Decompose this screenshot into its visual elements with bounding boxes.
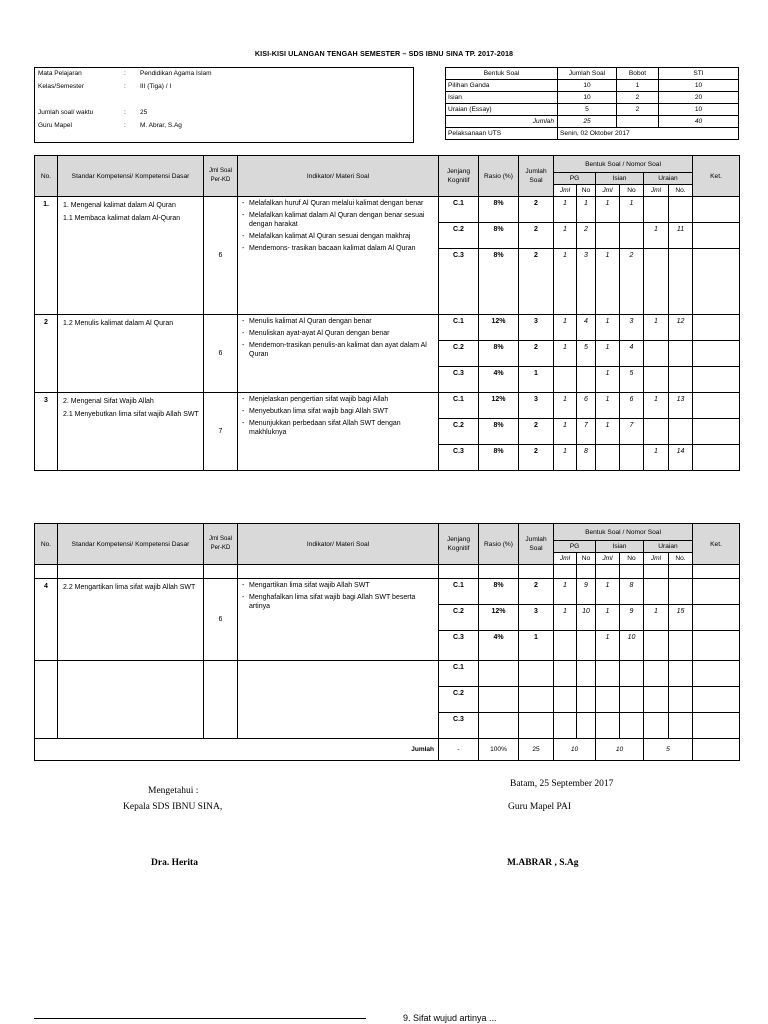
pg-jml-cell [554,713,577,739]
pg-jml-cell [554,367,577,393]
jumlah-cell: 2 [519,341,554,367]
header-uraian: Uraian [644,173,693,185]
pg-no-cell [577,687,596,713]
summary-jumlah: 10 [558,92,617,104]
jenjang-cell: C.1 [439,197,479,223]
info-value: 25 [140,109,148,116]
summary-sti: 20 [659,92,739,104]
rasio-cell: 4% [479,367,519,393]
pg-no-cell: 8 [577,445,596,471]
pg-no-cell: 3 [577,249,596,315]
uraian-no-cell [669,419,693,445]
rasio-cell: 4% [479,631,519,661]
isian-jml-cell: 1 [596,393,620,419]
isian-jml-cell: 1 [596,579,620,605]
rasio-cell: 8% [479,223,519,249]
isian-jml-cell: 1 [596,197,620,223]
uraian-no-cell [669,341,693,367]
pg-jml-cell: 1 [554,419,577,445]
header-isian-jml: Jml [596,553,620,565]
summary-table [445,67,739,140]
total-label: Jumlah [35,739,439,761]
jumlah-cell: 2 [519,579,554,605]
kd-text [58,393,204,471]
isian-no-cell [620,661,644,687]
indikator-item: - Menunjukkan perbedaan sifat Allah SWT dengan makhluknya [242,419,436,437]
header-isian-no: No [620,185,644,197]
jenjang-cell: C.1 [439,393,479,419]
isian-jml-cell: 1 [596,341,620,367]
ket-cell [693,341,740,367]
ket-cell [693,249,740,315]
uraian-jml-cell [644,367,669,393]
info-label: Kelas/Semester [38,83,84,90]
header-standar-kompetensi: Standar Kompetensi/ Kompetensi Dasar [58,156,204,197]
rasio-cell: 12% [479,315,519,341]
uraian-jml-cell [644,579,669,605]
pg-no-cell: 6 [577,393,596,419]
sig-right-name: M.ABRAR , S.Ag [507,858,579,868]
total-ket [693,739,740,761]
kd-number: 2 [35,315,58,393]
sig-left-name: Dra. Herita [151,858,198,868]
info-colon: : [124,70,126,77]
indikator-item: - Melafalkan kalimat Al Quran sesuai dengan makhraj [242,232,436,241]
summary-header: Jumlah Soal [558,68,617,80]
isian-no-cell: 9 [620,605,644,631]
uraian-jml-cell [644,419,669,445]
jenjang-cell: C.2 [439,605,479,631]
uraian-jml-cell [644,249,669,315]
jenjang-cell: C.1 [439,315,479,341]
jumlah-cell: 1 [519,631,554,661]
rasio-cell: 12% [479,605,519,631]
summary-jumlah: 5 [558,104,617,116]
footer-text: 9. Sifat wujud artinya ... [403,1013,497,1023]
rasio-cell: 8% [479,197,519,223]
uraian-no-cell [669,249,693,315]
uraian-jml-cell: 1 [644,445,669,471]
summary-bentuk: Uraian (Essay) [446,104,558,116]
header-jumlah-soal: Jumlah Soal [519,156,554,197]
kd-jml-soal: 6 [204,579,238,661]
uraian-no-cell [669,713,693,739]
isian-no-cell: 4 [620,341,644,367]
uraian-no-cell [669,631,693,661]
uraian-jml-cell: 1 [644,605,669,631]
isian-jml-cell: 1 [596,315,620,341]
indikator-item: - Menjelaskan pengertian sifat wajib bagi Allah [242,395,436,404]
isian-no-cell: 10 [620,631,644,661]
isian-jml-cell: 1 [596,419,620,445]
pg-jml-cell: 1 [554,445,577,471]
kd-line: 2.2 Mengartikan lima sifat wajib Allah SWT [63,584,196,591]
pg-jml-cell [554,687,577,713]
jumlah-cell: 2 [519,197,554,223]
isian-no-cell: 6 [620,393,644,419]
uraian-no-cell [669,687,693,713]
kd-jml-soal: 6 [204,197,238,315]
pg-jml-cell: 1 [554,223,577,249]
header-jml-soal: Jml Soal Per-KD [204,156,238,197]
ket-cell [693,367,740,393]
header-rasio: Rasio (%) [479,156,519,197]
isian-no-cell: 5 [620,367,644,393]
isian-jml-cell: 1 [596,367,620,393]
jenjang-cell: C.1 [439,661,479,687]
total-jumlah: 25 [519,739,554,761]
kd-line: 1. Mengenal kalimat dalam Al Quran [63,202,176,209]
indikator-item: - Mendemons- trasikan bacaan kalimat dalam Al Quran [242,244,436,253]
isian-no-cell [620,713,644,739]
isian-jml-cell: 1 [596,605,620,631]
jumlah-cell: 2 [519,249,554,315]
kd-jml-soal [204,661,238,739]
summary-header: STI [659,68,739,80]
ket-cell [693,393,740,419]
header-jenjang: Jenjang Kognitif [439,524,479,565]
pg-jml-cell: 1 [554,393,577,419]
kd-jml-soal: 6 [204,315,238,393]
indikator-item: - Menyebutkan lima sifat wajib bagi Allah SWT [242,407,436,416]
info-colon: : [124,122,126,129]
pelaksanaan-value: Senin, 02 Oktober 2017 [558,128,739,140]
header-isian: Isian [596,541,644,553]
header-jml-soal: Jml Soal Per-KD [204,524,238,565]
header-pg: PG [554,541,596,553]
info-label: Mata Pelajaran [38,70,82,77]
pg-no-cell: 7 [577,419,596,445]
kd-text [58,315,204,393]
jenjang-cell: C.1 [439,579,479,605]
document-title: KISI-KISI ULANGAN TENGAH SEMESTER – SDS IBNU SINA TP. 2017-2018 [254,49,514,58]
header-uraian-no: No. [669,185,693,197]
rasio-cell: 12% [479,393,519,419]
uraian-jml-cell: 1 [644,223,669,249]
jenjang-cell: C.3 [439,631,479,661]
header-standar-kompetensi: Standar Kompetensi/ Kompetensi Dasar [58,524,204,565]
rasio-cell: 8% [479,445,519,471]
indikator-item: - Mendemon-trasikan penulis-an kalimat dan ayat dalam Al Quran [242,341,436,359]
indikator-item: - Menghafalkan lima sifat wajib bagi Allah SWT beserta artinya [242,593,436,611]
header-uraian: Uraian [644,541,693,553]
total-jenjang: - [439,739,479,761]
pg-jml-cell [554,631,577,661]
pg-no-cell [577,661,596,687]
sig-left-line1: Mengetahui : [148,786,199,796]
pg-jml-cell: 1 [554,605,577,631]
pg-jml-cell: 1 [554,197,577,223]
kd-text [58,197,204,315]
cognitive-row [35,661,740,687]
isian-no-cell: 7 [620,419,644,445]
info-value: Pendidikan Agama Islam [140,70,212,77]
isian-no-cell: 1 [620,197,644,223]
summary-bentuk: Isian [446,92,558,104]
kd-line: 2. Mengenal Sifat Wajib Allah [63,398,154,405]
isian-no-cell [620,687,644,713]
jenjang-cell: C.2 [439,223,479,249]
summary-empty [617,116,659,128]
jenjang-cell: C.3 [439,713,479,739]
pg-no-cell [577,713,596,739]
header-isian-no: No [620,553,644,565]
jenjang-cell: C.3 [439,445,479,471]
header-pg-no: No [577,553,596,565]
kd-line: 2.1 Menyebutkan lima sifat wajib Allah SWT [63,411,199,418]
summary-total-sti: 40 [659,116,739,128]
jumlah-cell: 2 [519,445,554,471]
ket-cell [693,445,740,471]
jenjang-cell: C.2 [439,419,479,445]
header-no: No. [35,156,58,197]
isian-jml-cell [596,687,620,713]
indikator-cell [238,197,439,315]
uraian-no-cell [669,579,693,605]
summary-header: Bentuk Soal [446,68,558,80]
kisi-table-1 [34,155,740,471]
ket-cell [693,631,740,661]
header-pg: PG [554,173,596,185]
indikator-item: - Mengartikan lima sifat wajib Allah SWT [242,581,436,590]
summary-bentuk: Pilihan Ganda [446,80,558,92]
pg-jml-cell: 1 [554,341,577,367]
sig-left-line2: Kepala SDS IBNU SINA, [123,802,223,812]
summary-bobot: 1 [617,80,659,92]
uraian-no-cell: 14 [669,445,693,471]
rasio-cell: 8% [479,419,519,445]
summary-sti: 10 [659,80,739,92]
ket-cell [693,687,740,713]
isian-jml-cell: 1 [596,249,620,315]
pg-no-cell [577,367,596,393]
rasio-cell: 8% [479,579,519,605]
isian-no-cell [620,445,644,471]
ket-cell [693,579,740,605]
header-indikator: Indikator/ Materi Soal [238,156,439,197]
pg-no-cell [577,631,596,661]
kisi-table-2 [34,523,740,761]
total-pg: 10 [554,739,596,761]
uraian-jml-cell: 1 [644,315,669,341]
pg-jml-cell [554,661,577,687]
footer-divider [34,1018,366,1019]
uraian-jml-cell: 1 [644,393,669,419]
header-uraian-jml: Jml [644,553,669,565]
pg-no-cell: 10 [577,605,596,631]
pg-no-cell: 5 [577,341,596,367]
jumlah-cell: 3 [519,605,554,631]
header-bentuk-soal: Bentuk Soal / Nomor Soal [554,156,693,173]
indikator-cell [238,315,439,393]
isian-jml-cell: 1 [596,631,620,661]
summary-sti: 10 [659,104,739,116]
jumlah-cell: 3 [519,393,554,419]
cognitive-row [35,315,740,341]
kd-jml-soal: 7 [204,393,238,471]
header-pg-no: No [577,185,596,197]
pg-jml-cell: 1 [554,579,577,605]
ket-cell [693,713,740,739]
kd-number [35,661,58,739]
uraian-jml-cell [644,713,669,739]
info-label: Jumlah soal/ waktu [38,109,94,116]
spacer-row [35,565,740,579]
ket-cell [693,315,740,341]
kd-group-1 [35,197,740,471]
isian-no-cell: 8 [620,579,644,605]
ket-cell [693,223,740,249]
header-bentuk-soal: Bentuk Soal / Nomor Soal [554,524,693,541]
info-label: Guru Mapel [38,122,72,129]
indikator-item: - Melafalkan kalimat dalam Al Quran dengan benar sesuai dengan harakat [242,211,436,229]
info-box [34,67,414,143]
kd-number: 1. [35,197,58,315]
header-pg-jml: Jml [554,553,577,565]
uraian-no-cell [669,661,693,687]
cognitive-row [35,197,740,223]
uraian-jml-cell [644,631,669,661]
sig-right-date: Batam, 25 September 2017 [510,779,614,789]
header-ket: Ket. [693,524,740,565]
rasio-cell: 8% [479,249,519,315]
ket-cell [693,605,740,631]
summary-header: Bobot [617,68,659,80]
pelaksanaan-label: Pelaksanaan UTS [446,128,558,140]
header-uraian-no: No. [669,553,693,565]
isian-jml-cell [596,445,620,471]
header-isian-jml: Jml [596,185,620,197]
total-isian: 10 [596,739,644,761]
total-row [35,739,740,761]
uraian-jml-cell [644,661,669,687]
jumlah-cell: 3 [519,315,554,341]
indikator-cell [238,579,439,661]
kd-line: 1.1 Membaca kalimat dalam Al-Quran [63,215,181,222]
kd-number: 3 [35,393,58,471]
rasio-cell [479,713,519,739]
isian-jml-cell [596,223,620,249]
uraian-no-cell [669,367,693,393]
isian-no-cell: 3 [620,315,644,341]
uraian-no-cell: 13 [669,393,693,419]
uraian-no-cell: 11 [669,223,693,249]
jumlah-cell [519,713,554,739]
ket-cell [693,419,740,445]
info-value: III (Tiga) / I [140,83,172,90]
header-jenjang: Jenjang Kognitif [439,156,479,197]
summary-total-jumlah: 25 [558,116,617,128]
jenjang-cell: C.2 [439,687,479,713]
header-pg-jml: Jml [554,185,577,197]
isian-no-cell [620,223,644,249]
pg-no-cell: 2 [577,223,596,249]
indikator-item: - Menulis kalimat Al Quran dengan benar [242,317,436,326]
kd-text [58,661,204,739]
summary-bobot: 2 [617,92,659,104]
info-value: M. Abrar, S.Ag [140,122,182,129]
jumlah-cell [519,661,554,687]
isian-jml-cell [596,713,620,739]
cognitive-row [35,579,740,605]
rasio-cell: 8% [479,341,519,367]
uraian-jml-cell [644,687,669,713]
jenjang-cell: C.3 [439,367,479,393]
uraian-no-cell: 12 [669,315,693,341]
header-isian: Isian [596,173,644,185]
ket-cell [693,661,740,687]
uraian-no-cell: 15 [669,605,693,631]
kd-group-2 [35,579,740,739]
pg-no-cell: 9 [577,579,596,605]
uraian-jml-cell [644,341,669,367]
jumlah-cell [519,687,554,713]
rasio-cell [479,661,519,687]
sig-right-line2: Guru Mapel PAI [508,802,571,812]
kd-text [58,579,204,661]
ket-cell [693,197,740,223]
header-uraian-jml: Jml [644,185,669,197]
info-colon: : [124,109,126,116]
pg-no-cell: 4 [577,315,596,341]
kd-line: 1.2 Menulis kalimat dalam Al Quran [63,320,174,327]
uraian-no-cell [669,197,693,223]
header-jumlah-soal: Jumlah Soal [519,524,554,565]
pg-jml-cell: 1 [554,249,577,315]
indikator-item: - Menuliskan ayat-ayat Al Quran dengan benar [242,329,436,338]
summary-jumlah: 10 [558,80,617,92]
info-colon: : [124,83,126,90]
header-rasio: Rasio (%) [479,524,519,565]
header-ket: Ket. [693,156,740,197]
indikator-cell [238,393,439,471]
kd-number: 4 [35,579,58,661]
isian-jml-cell [596,661,620,687]
total-uraian: 5 [644,739,693,761]
indikator-item: - Melafalkan huruf Al Quran melalui kalimat dengan benar [242,199,436,208]
jumlah-cell: 1 [519,367,554,393]
jumlah-cell: 2 [519,223,554,249]
header-no: No. [35,524,58,565]
total-rasio: 100% [479,739,519,761]
cognitive-row [35,393,740,419]
summary-total-label: Jumlah [446,116,558,128]
summary-bobot: 2 [617,104,659,116]
uraian-jml-cell [644,197,669,223]
jumlah-cell: 2 [519,419,554,445]
jenjang-cell: C.2 [439,341,479,367]
indikator-cell [238,661,439,739]
pg-jml-cell: 1 [554,315,577,341]
isian-no-cell: 2 [620,249,644,315]
header-indikator: Indikator/ Materi Soal [238,524,439,565]
jenjang-cell: C.3 [439,249,479,315]
rasio-cell [479,687,519,713]
pg-no-cell: 1 [577,197,596,223]
